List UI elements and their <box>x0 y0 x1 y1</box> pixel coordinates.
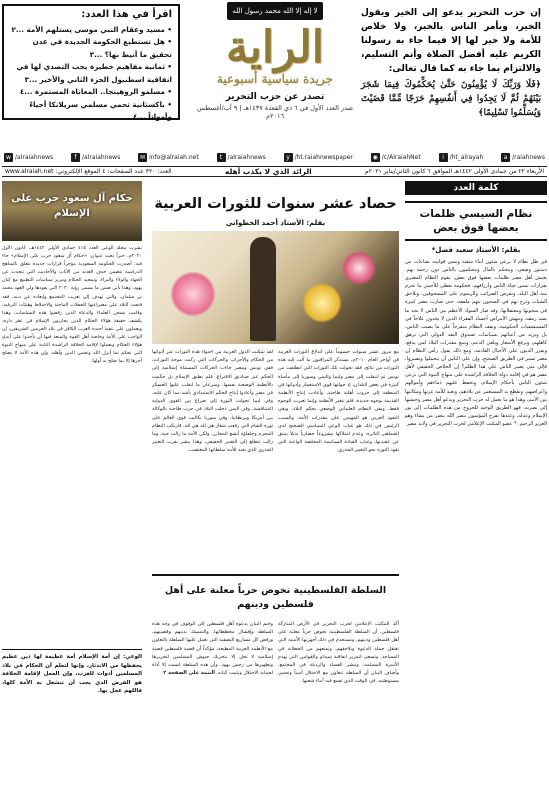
quote-box <box>355 2 547 148</box>
editorial-tab: كلمة العدد <box>405 181 547 195</box>
in-this-issue-list <box>10 24 172 124</box>
flag-icon: لا إله إلا الله محمد رسول الله <box>227 2 323 20</box>
social-link-youtube[interactable]: y /ht.raiahnewspaper <box>284 153 353 162</box>
social-link-twitter[interactable]: t /alraiahnews <box>217 153 266 162</box>
bottom-article-title[interactable]: السلطة الفلسطينية تخوض حرباً معلنة على أهل فلسطين ودينهم <box>164 585 387 610</box>
flower-shape <box>302 283 342 323</box>
quote-text: إن حزب التحرير يدعو إلى الخير ويقول الخير، ويأمر الناس بالخير، ولا خلاص للأمة ولا خير لها إلا فيما جاء به رسولنا الكريم عليه أفضل الصلاة وأتم التسليم، والالتزام بما جاء به كما قال تعالى: <box>361 8 541 74</box>
main-article-body <box>152 348 399 544</box>
person-silhouette <box>250 237 276 341</box>
newspaper-subtitle: جريدة سياسية أسبوعية <box>216 72 334 86</box>
flower-shape <box>170 271 216 317</box>
main-article <box>152 181 399 568</box>
social-link-telegram[interactable]: a /raiahnews <box>501 153 545 162</box>
in-this-issue-item[interactable]: • مسيد وعقام النبي موسى يستلهم الأمة ...٢ <box>10 24 172 37</box>
left-article-body: نشرت مجلة الوعي العدد ٤١٥ جمادى الأولى ١٤٤٢هـ، كانون الأول ٢٠٢٠م، خبراً تحت عنوان: «حكام آل سعود حرب على الإسلام» جاء فيه: أصدرت الحكومة السعودية مؤخراً قرارات جديدة تتعلق بالمناهج الدراسية تتضمن حذف العديد من الآيات والأحاديث التي تتحدث عن الجهاد والولاء والبراء، وتمجيد الحكام وتبرير سياسات التطبيع مع كيان يهود، وهذا يأتي ضمن ما يسمى رؤية ٢٠٣٠ التي يقودها ولي العهد محمد بن سلمان، والتي تهدف إلى تغريب المجتمع وإبعاده عن دينه، فقد فتحت البلاد على مصراعيها للحفلات الماجنة والاختلاط وهيئات الترفيه، وقامت بسجن العلماء والدعاة الذين رفضوا هذه السياسات، وهذا يكشف حقيقة هؤلاء الحكام الذين يحاربون الإسلام في عقر داره، ويعملون على تنفيذ أجندة الغرب الكافر في بلاد الحرمين الشريفين، إن الواجب على الأمة وخاصة أهل القوة والمنعة فيها أن يأخذوا على أيدي هؤلاء الحكام ويعملوا لإقامة الخلافة الراشدة الثانية على منهاج النبوة التي تحكم بما أنزل الله وتحمي الدين وأهله، وإن هذه الأمة لا يصلح آخرها إلا بما صلح به أولها. <box>2 246 142 365</box>
facebook-icon: f <box>71 153 80 162</box>
issuer-line: تصدر عن حزب التحرير <box>225 92 325 102</box>
email-icon: ✉ <box>140 153 146 161</box>
first-issue-date: صدر العدد الأول في ٦ ذي القعدة ١٤٣٧هـ | ٩ آب/أغسطس ٢٠١٦م <box>196 104 354 120</box>
left-article-photo <box>2 181 142 241</box>
social-link-whatsapp[interactable]: w /alraiahnews <box>4 153 53 162</box>
in-this-issue-item[interactable]: • ثمانية مفاهيم خطيرة يجب التصدي لها في اتفاقية اسطنبول الجزء الثاني والأخير ...٣ <box>10 61 172 86</box>
whatsapp-icon: w <box>4 153 13 162</box>
main-article-photo <box>152 231 399 344</box>
social-link-facebook[interactable]: f /alraiahnews <box>71 153 120 162</box>
bottom-article-column: وختم البيان بدعوة أهل فلسطين إلى الوقوف في وجه هذه السلطة وإفشال مخططاتها، والتمسك بدينهم وقضيتهم، ورفض كل مشاريع التصفية التي تعمل عليها السلطة بالتعاون مع الأنظمة العربية المطبعة، مؤكداً أن قضية فلسطين قضية إسلامية لا تحل إلا بتحريك جيوش المسلمين لتحريرها وتطهيرها من رجس يهود، وأن هذه السلطة ليست إلا أداة لحماية الاحتلال وتثبيت كيانه. التتمة على الصفحة ٢ <box>152 621 273 677</box>
left-article-footer: الوعي: إن أمة الإسلام أمة عظيمة لها دين عظيم يحفظها من الاندثار، وإنها لتعلم أن الحكام في بلاد المسلمين أدوات للغرب، وإن العمل لإقامة الخلافة هو الفرض الذي يجب أن تنشغل به الأمة كلها، فاللهم عجل بها. <box>2 649 142 696</box>
social-link-instagram[interactable]: i /ht_alrayah <box>439 153 484 162</box>
in-this-issue-box <box>2 4 180 120</box>
in-this-issue-item[interactable]: • هل تستطيع الحكومة الجديدة في عدن تحقيق ما أنيط بها؟ ...٣ <box>10 36 172 61</box>
issue-number-line: العدد: ٣٢٠ عدد الصفحات: ٤ الموقع الإلكتروني: www.alraiah.net <box>5 168 172 175</box>
channel-icon: ◉ <box>372 153 378 161</box>
editorial-title[interactable]: نظام السيسي ظلمات بعضها فوق بعض <box>405 201 547 241</box>
issue-info-strip <box>2 166 547 177</box>
masthead-logo-block <box>196 0 354 146</box>
main-article-column: مع مرور عشر سنوات حسوماً على اندلاع الثورات العربية في أواخر العام ٢٠١٠م، يستذكر المراقبون ما آلت إليه هذه الثورات من نتائج، فقد تحولت تلك الثورات التي انطلقت من تونس ثم انتقلت إلى مصر وليبيا واليمن وسوريا إلى مأساة كبيرة في بعض البلدان، إذ حولتها قوى الاستعمار وأدواتها في المنطقة إلى حروب أهلية طاحنة، وأعادت إنتاج الأنظمة القديمة بوجوه جديدة، فلم تتغير الأنظمة وإنما تغيرت الوجوه فقط، وبقي النظام العلماني الوضعي يحكم البلاد، وبقي النفوذ الغربي هو المهيمن على مقدرات الأمة، والسبب الرئيس في ذلك هو غياب الوعي السياسي الصحيح لدى الجماهير الثائرة، وعدم امتلاكها مشروعاً حضارياً بديلاً ينبثق عن عقيدتها، وغياب القيادة السياسية المخلصة الواعية التي تقود الثورة نحو التغيير الجذري. <box>278 349 399 454</box>
telegram-icon: a <box>501 153 510 162</box>
social-link-email[interactable]: ✉ info@alraiah.net <box>140 153 199 161</box>
main-article-title[interactable]: حصاد عشر سنوات للثورات العربية <box>154 196 397 212</box>
twitter-icon: t <box>217 153 226 162</box>
left-column-article <box>2 181 142 786</box>
flower-shape <box>342 251 376 285</box>
masthead-header <box>0 0 549 150</box>
editorial-author: بقلم: الأستاذ سعيد فضل* <box>431 246 521 254</box>
in-this-issue-item[interactable]: • مسلمو الروهينجا.. المعاناة المستمرة ...٤ <box>10 86 172 99</box>
quote-verse: ﴿فَلَا وَرَبِّكَ لَا يُؤْمِنُونَ حَتَّىٰ يُحَكِّمُوكَ فِيمَا شَجَرَ بَيْنَهُمْ ثُمَّ لَا يَجِدُوا فِي أَنفُسِهِمْ حَرَجًا مِّمَّا قَضَيْتَ وَيُسَلِّمُوا تَسْلِيمًا﴾ <box>361 80 541 118</box>
slogan: الرائد الذي لا يكذب أهله <box>224 167 312 176</box>
social-links-bar <box>4 150 545 164</box>
issue-date-line: الأربعاء ٢٢ من جمادى الأولى ١٤٤٢هـ الموافق ٦ كانون الثاني/يناير ٢٠٢١م <box>365 168 544 175</box>
in-this-issue-item[interactable]: • باكستانية تحمي مسلمي سريلانكا أحياءً وأمواتاً ...٤ <box>10 99 172 124</box>
bottom-article <box>152 574 399 786</box>
newspaper-logo: الراية <box>226 22 324 73</box>
youtube-icon: y <box>284 153 293 162</box>
editorial-body: في ظل نظام لا يرعى شئون أبناء شعبه ويسن قوانينه بقناعات من دستور وضعي، ويتحكم بالمال ويتحكمون بالناس دون رحمة بهم، يعيش أهل مصر ظلمات بعضها فوق بعض، يقوم النظام المصري بقرارات تمس حياة الناس وأرزاقهم، فحكومة تعطي للأجنبي ما تحرم منه أهل البلد، وتفرض الضرائب والرسوم على المسحوقين، وتلاحق الشباب وتزج بهم في السجون بتهم ملفقة، حتى صارت مصر كبيرة في سجونها ومعتقلاتها، وقد صار السواد الأعظم من الناس لا يجد ما يسد رمقه، وتنهش الأمراض أجساد الفقراء الذين لا يجدون علاجاً في المستشفيات الحكومية، ويقف النظام متفرجاً على ما يصيب الناس، بل ويزيد من أعبائهم بسياسات صندوق النقد الدولي التي ترهق كاهلهم، ويرفع الأسعار ويلغي الدعم، ويبيع مقدرات البلاد لمن يدفع، ويقرر الديون على الأجيال القادمة، ومع ذلك يقول رأس النظام إن مصر تسير في الطريق الصحيح، وإن على الناس أن يتحملوا ويصبروا، فإلى متى يصبر الناس على هذا الظلم؟ إن الخلاص الحقيقي لأهل مصر هو في إقامة دولة الخلافة الراشدة على منهاج النبوة التي ترعى شئون الناس بأحكام الإسلام، وتحفظ عليهم دماءهم وأموالهم وأعراضهم، وتقطع يد المستعمر عن بلادهم، وتعيد للأمة عزتها ومكانتها بين الأمم، وهذا هو ما يعمل له حزب التحرير ويدعو أهل مصر وجيشها إلى نصرته، فهو الطريق الوحيد للخروج من هذه الظلمات إلى نور الإسلام وعدله، وعندها يفرح المؤمنون بنصر الله ينصر من يشاء وهو العزيز الرحيم. * عضو المكتب الإعلامي لحزب التحرير في ولاية مصر <box>405 259 547 427</box>
instagram-icon: i <box>439 153 448 162</box>
bottom-article-column: أكد المكتب الإعلامي لحزب التحرير في الأرض المباركة فلسطين، أن السلطة الفلسطينية تخوض حرباً معلنة على أهل فلسطين ودينهم، وتستخدم في ذلك أجهزتها الأمنية التي تعتقل حملة الدعوة وتلاحقهم، وتمنعهم من الخطابة في المساجد، وتسعى لتمرير اتفاقية سيداو والقوانين التي تهدم الأسرة المسلمة، وتنشر الفساد والرذيلة في المجتمع، وأضاف البيان أن السلطة تتعاون مع الاحتلال أمنياً وتحمي مستوطنيه، في الوقت الذي تقمع فيه أبناء شعبها. <box>278 621 399 685</box>
main-article-author: بقلم: الأستاذ أحمد الخطواني <box>225 219 326 227</box>
main-article-column: لقد تمكنت الدول الغربية من احتواء هذه الثورات عبر أدواتها من الحكام والأحزاب والحركات التي ركبت موجة الثورات، ففي تونس ومصر جاءت الحركات المسماة إسلامية إلى الحكم عبر صناديق الاقتراع، فلم تطبق الإسلام بل حكمت بالأنظمة الوضعية نفسها، وسرعان ما انقلب عليها العسكر في مصر وأعادوا إنتاج الحكم الاستبدادي بأشد مما كان عليه، وفي ليبيا تحولت الثورة إلى صراع بين القوى الدولية المتنافسة، وفي اليمن دخلت البلاد في حرب طاحنة بالوكالة بين أمريكا وبريطانيا، وفي سوريا تكالبت قوى العالم على ثورة الشام التي رفعت شعار هي لله هي لله، فارتكب النظام المجرم وحلفاؤه أبشع المجازر، ولكن الأمة ما زالت حية، وما زالت تتطلع إلى التغيير الحقيقي، وهذا يبشر بقرب التغيير الجذري الذي يعيد للأمة سلطانها المغتصب. <box>152 349 273 454</box>
left-article-title[interactable]: حكام آل سعود حرب على الإسلام <box>11 193 133 219</box>
social-link-channel[interactable]: ◉ /c/AlraiahNet <box>372 153 421 161</box>
bottom-article-body <box>152 620 399 778</box>
editorial-column <box>405 181 547 786</box>
continue-note[interactable]: التتمة على الصفحة ٢ <box>163 670 215 677</box>
in-this-issue-title: اقرأ في هذا العدد: <box>81 9 172 20</box>
